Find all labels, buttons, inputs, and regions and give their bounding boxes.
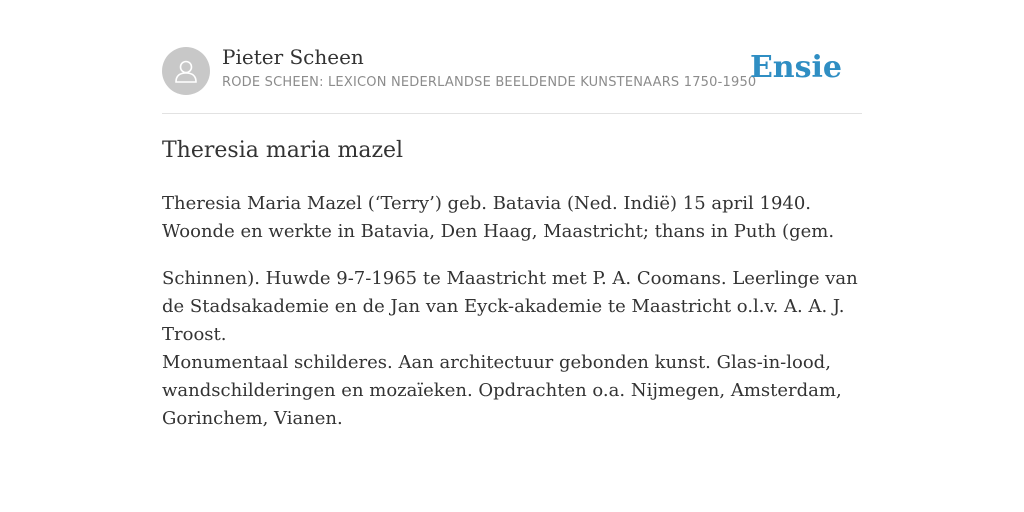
article-paragraph: Theresia Maria Mazel (‘Terry’) geb. Batavia (Ned. Indië) 15 april 1940. Woonde en werkte in Batavia, Den Haag, Maastricht; thans in Puth (gem.: [162, 193, 835, 242]
header-divider: [162, 113, 862, 114]
article-paragraph: Schinnen). Huwde 9-7-1965 te Maastricht met P. A. Coomans. Leerlinge van de Stadsakademie en de Jan van Eyck-akademie te Maastricht o.l.v. A. A. J. Troost.: [162, 268, 858, 345]
article-paragraph: Monumentaal schilderes. Aan architectuur gebonden kunst. Glas-in-lood, wandschilderingen en mozaïeken. Opdrachten o.a. Nijmegen, Amsterdam, Gorinchem, Vianen.: [162, 352, 842, 429]
source-label[interactable]: RODE SCHEEN: LEXICON NEDERLANDSE BEELDENDE KUNSTENAARS 1750-1950: [222, 75, 757, 90]
user-icon: [171, 56, 201, 86]
avatar: [162, 47, 210, 95]
ensie-logo[interactable]: Ensie: [749, 50, 842, 85]
article-title: Theresia maria mazel: [162, 138, 404, 163]
author-name[interactable]: Pieter Scheen: [222, 45, 364, 69]
